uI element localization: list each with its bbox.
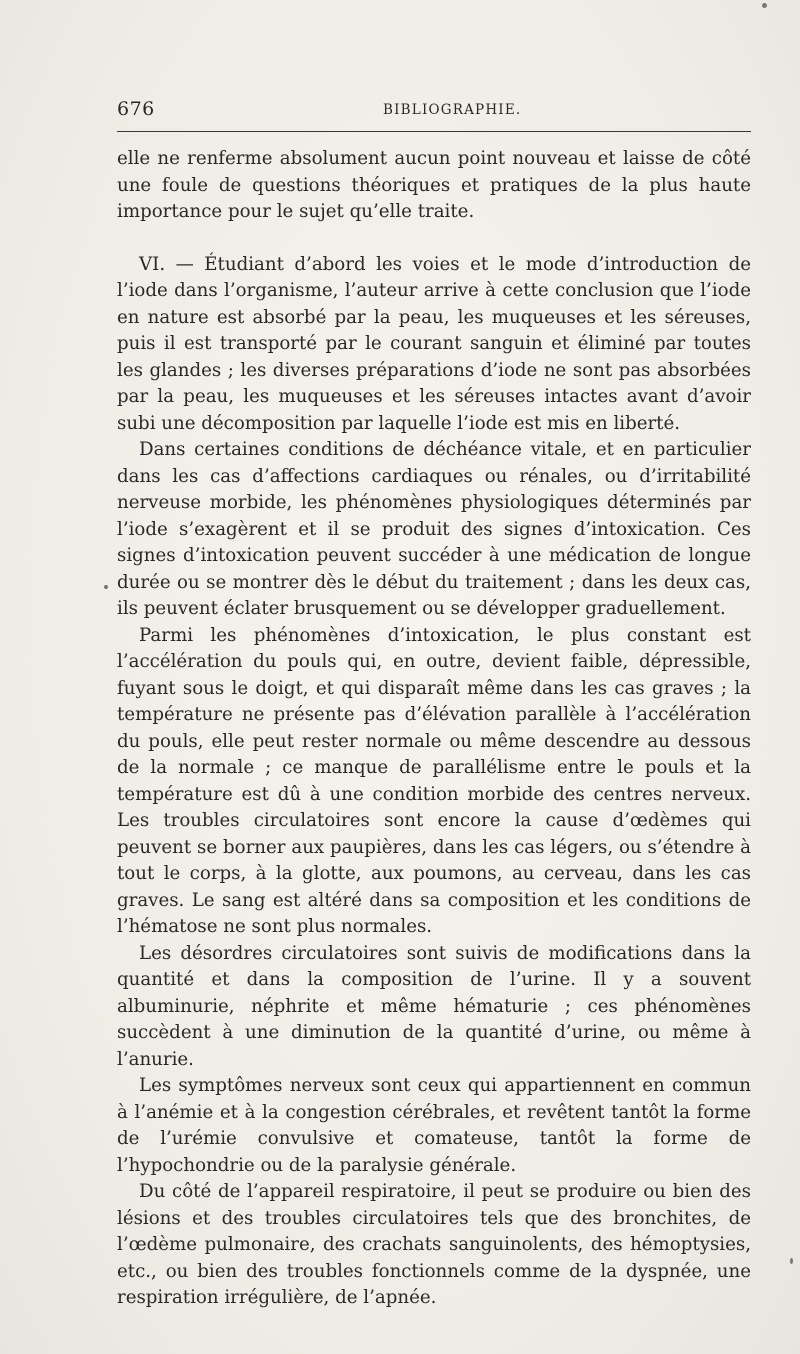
running-title: BIBLIOGRAPHIE. [383, 102, 522, 118]
header-rule [117, 131, 751, 132]
page-header [117, 98, 751, 126]
paper-speck [104, 585, 108, 589]
paper-speck [762, 3, 767, 8]
paragraph-desordres-circulatoires: Les désordres circulatoires sont suivis de modifications dans la quantité et dans la composition de l’urine. Il y a souvent albuminurie, néphrite et même hématurie ; ces phénomènes succèdent à une diminution de la quantité d’urine, ou même à l’anurie. [117, 942, 751, 1070]
paragraph-phenomenes-intoxication: Parmi les phénomènes d’intoxication, le plus constant est l’accélération du pouls qui, en outre, devient faible, dépressible, fuyant sous le doigt, et qui disparaît même dans les cas graves ; la température ne présente pas d’élévation parallèle à l’accélération du pouls, elle peut rester normale ou même descendre au dessous de la normale ; ce manque de parallélisme entre le pouls et la température est dû à une condition morbide des centres nerveux. Les troubles circulatoires sont encore la cause d’œdèmes qui peuvent se borner aux paupières, dans les cas légers, ou s’étendre à tout le corps, à la glotte, aux poumons, au cerveau, dans les cas graves. Le sang est altéré dans sa composition et les conditions de l’hématose ne sont plus normales. [117, 624, 751, 937]
paragraph-continuation: elle ne renferme absolument aucun point nouveau et laisse de côté une foule de questions théoriques et pratiques de la plus haute importance pour le sujet qu’elle traite. [117, 148, 751, 222]
body-text [117, 146, 751, 1312]
paragraph-section-vi: VI. — Étudiant d’abord les voies et le mode d’introduction de l’iode dans l’organisme, l’auteur arrive à cette conclusion que l’iode en nature est absorbé par la peau, les muqueuses et les séreuses, puis il est transporté par le courant sanguin et éliminé par toutes les glandes ; les diverses préparations d’iode ne sont pas absorbées par la peau, les muqueuses et les séreuses intactes avant d’avoir subi une décomposition par laquelle l’iode est mis en liberté. [117, 253, 751, 434]
paragraph-appareil-respiratoire: Du côté de l’appareil respiratoire, il peut se produire ou bien des lésions et des troubles circulatoires tels que des bronchites, de l’œdème pulmonaire, des crachats sanguinolents, des hémoptysies, etc., ou bien des troubles fonctionnels comme de la dyspnée, une respiration irrégulière, de l’apnée. [117, 1181, 751, 1308]
paper-speck [790, 1258, 793, 1264]
paragraph-symptomes-nerveux: Les symptômes nerveux sont ceux qui appartiennent en commun à l’anémie et à la congestion cérébrales, et revêtent tantôt la forme de l’urémie convulsive et comateuse, tantôt la forme de l’hypochondrie ou de la paralysie générale. [117, 1075, 751, 1176]
paragraph-decheance-vitale: Dans certaines conditions de déchéance vitale, et en particulier dans les cas d’affections cardiaques ou rénales, ou d’irritabilité nerveuse morbide, les phénomènes physiologiques déterminés par l’iode s’exagèrent et il se produit des signes d’intoxication. Ces signes d’intoxication peuvent succéder à une médication de longue durée ou se montrer dès le début du traitement ; dans les deux cas, ils peuvent éclater brusquement ou se développer graduellement. [117, 439, 751, 619]
page-number: 676 [117, 98, 155, 120]
